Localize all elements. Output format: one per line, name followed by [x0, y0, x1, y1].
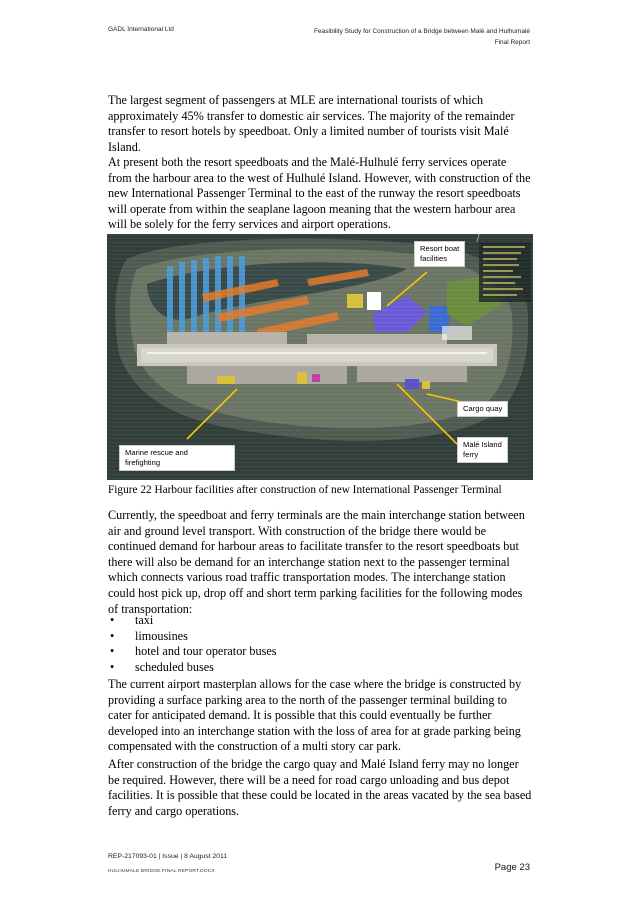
paragraph-5: After construction of the bridge the cargo quay and Malé Island ferry may no longer be required. However, there will be a need for road cargo unloading and bus depot facilities. It is possible that these could be located in the areas vacated by the sea based ferry and cargo operations.	[108, 757, 532, 818]
page-number: Page 23	[494, 862, 530, 873]
footer-reference: REP-217093-01 | Issue | 8 August 2011	[108, 853, 228, 860]
header-company: GADL International Ltd	[108, 26, 174, 33]
paragraph-2: At present both the resort speedboats and the Malé-Hulhulé ferry services operate from the harbour area to the west of Hulhulé Island. However, with construction of the new International Passenger Terminal to the east of the runway the resort speedboats will operate from within the seaplane lagoon meaning that the western harbour area will be solely for the ferry services and airport operations.	[108, 155, 531, 232]
header-title	[314, 26, 530, 48]
footer-filename: HULHUMALE BRIDGE FINAL REPORT.DOCX	[108, 869, 215, 874]
figure-caption: Figure 22 Harbour facilities after construction of new International Passenger Terminal	[108, 484, 502, 496]
callout-resort-boat	[414, 241, 465, 267]
callout-cargo-quay	[457, 401, 508, 417]
paragraph-1: The largest segment of passengers at MLE are international tourists of which approximately 45% transfer to domestic air services. The majority of the remainder transfer to resort hotels by speedboat. Only a limited number of tourists visit Malé Island.	[108, 93, 515, 154]
header-title-line1: Feasibility Study for Construction of a Bridge between Malé and Hulhumalé	[313, 28, 530, 35]
callout-marine-rescue	[119, 445, 235, 471]
callout-marine-line2: firefighting	[125, 458, 161, 467]
callout-resort-line1: Resort boat	[420, 244, 460, 253]
transport-modes-list	[108, 613, 276, 675]
callout-male-ferry	[457, 437, 508, 463]
list-item: • limousines	[108, 629, 276, 645]
harbour-facilities-figure	[107, 234, 533, 480]
header-title-line2: Final Report	[494, 39, 530, 46]
callout-resort-line2: facilities	[420, 254, 448, 263]
callout-marine-line1: Marine rescue and	[125, 448, 188, 457]
paragraph-4: The current airport masterplan allows for the case where the bridge is constructed by providing a surface parking area to the north of the passenger terminal building to cater for anticipated demand. It is possible that this could eventually be further developed into an interchange station with the loss of area for at grade parking being compensated with the construction of a multi story car park.	[108, 677, 522, 754]
callout-cargo-label: Cargo quay	[463, 404, 503, 413]
list-item: • taxi	[108, 613, 276, 629]
paragraph-3: Currently, the speedboat and ferry terminals are the main interchange station between air and ground level transport. With construction of the bridge there would be continued demand for harbour areas to facilitate transfer to the resort speedboats but there will also be demand for an interchange station next to the passenger terminal which connects various road traffic transportation modes. The interchange station could host pick up, drop off and short term parking facilities for the following modes of transportation:	[108, 508, 525, 616]
callout-male-line1: Malé Island	[463, 440, 502, 449]
list-item: • scheduled buses	[108, 660, 276, 676]
list-item: • hotel and tour operator buses	[108, 644, 276, 660]
callout-male-line2: ferry	[463, 450, 479, 459]
